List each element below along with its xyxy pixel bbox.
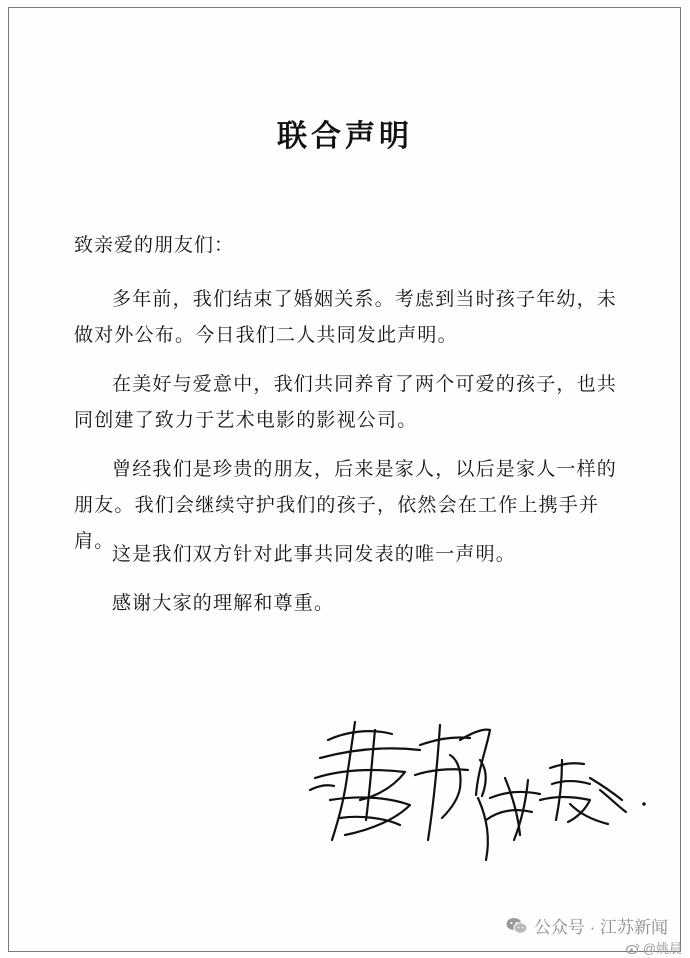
document-title: 联合声明 — [277, 119, 413, 154]
wechat-icon — [506, 917, 528, 935]
source-label: 公众号 · 江苏新闻 — [533, 918, 668, 937]
paragraph-4: 这是我们双方针对此事共同发表的唯一声明。 — [112, 543, 517, 565]
paragraph-1: 多年前，我们结束了婚姻关系。考虑到当时孩子年幼，未做对外公布。今日我们二人共同发此声明。 — [74, 288, 618, 346]
paragraph-5: 感谢大家的理解和尊重。 — [112, 592, 335, 614]
paragraph-3: 曾经我们是珍贵的朋友，后来是家人，以后是家人一样的朋友。我们会继续守护我们的孩子，依然会在工作上携手并肩。 — [74, 458, 618, 552]
weibo-icon — [626, 942, 640, 954]
handwritten-signature — [300, 700, 670, 870]
paragraph-2: 在美好与爱意中，我们共同养育了两个可爱的孩子，也共同创建了致力于艺术电影的影视公司。 — [74, 373, 618, 431]
salutation: 致亲爱的朋友们： — [74, 234, 235, 256]
weibo-label: @姚晨 — [642, 941, 682, 956]
weibo-watermark — [626, 938, 682, 957]
source-footer — [506, 913, 668, 938]
